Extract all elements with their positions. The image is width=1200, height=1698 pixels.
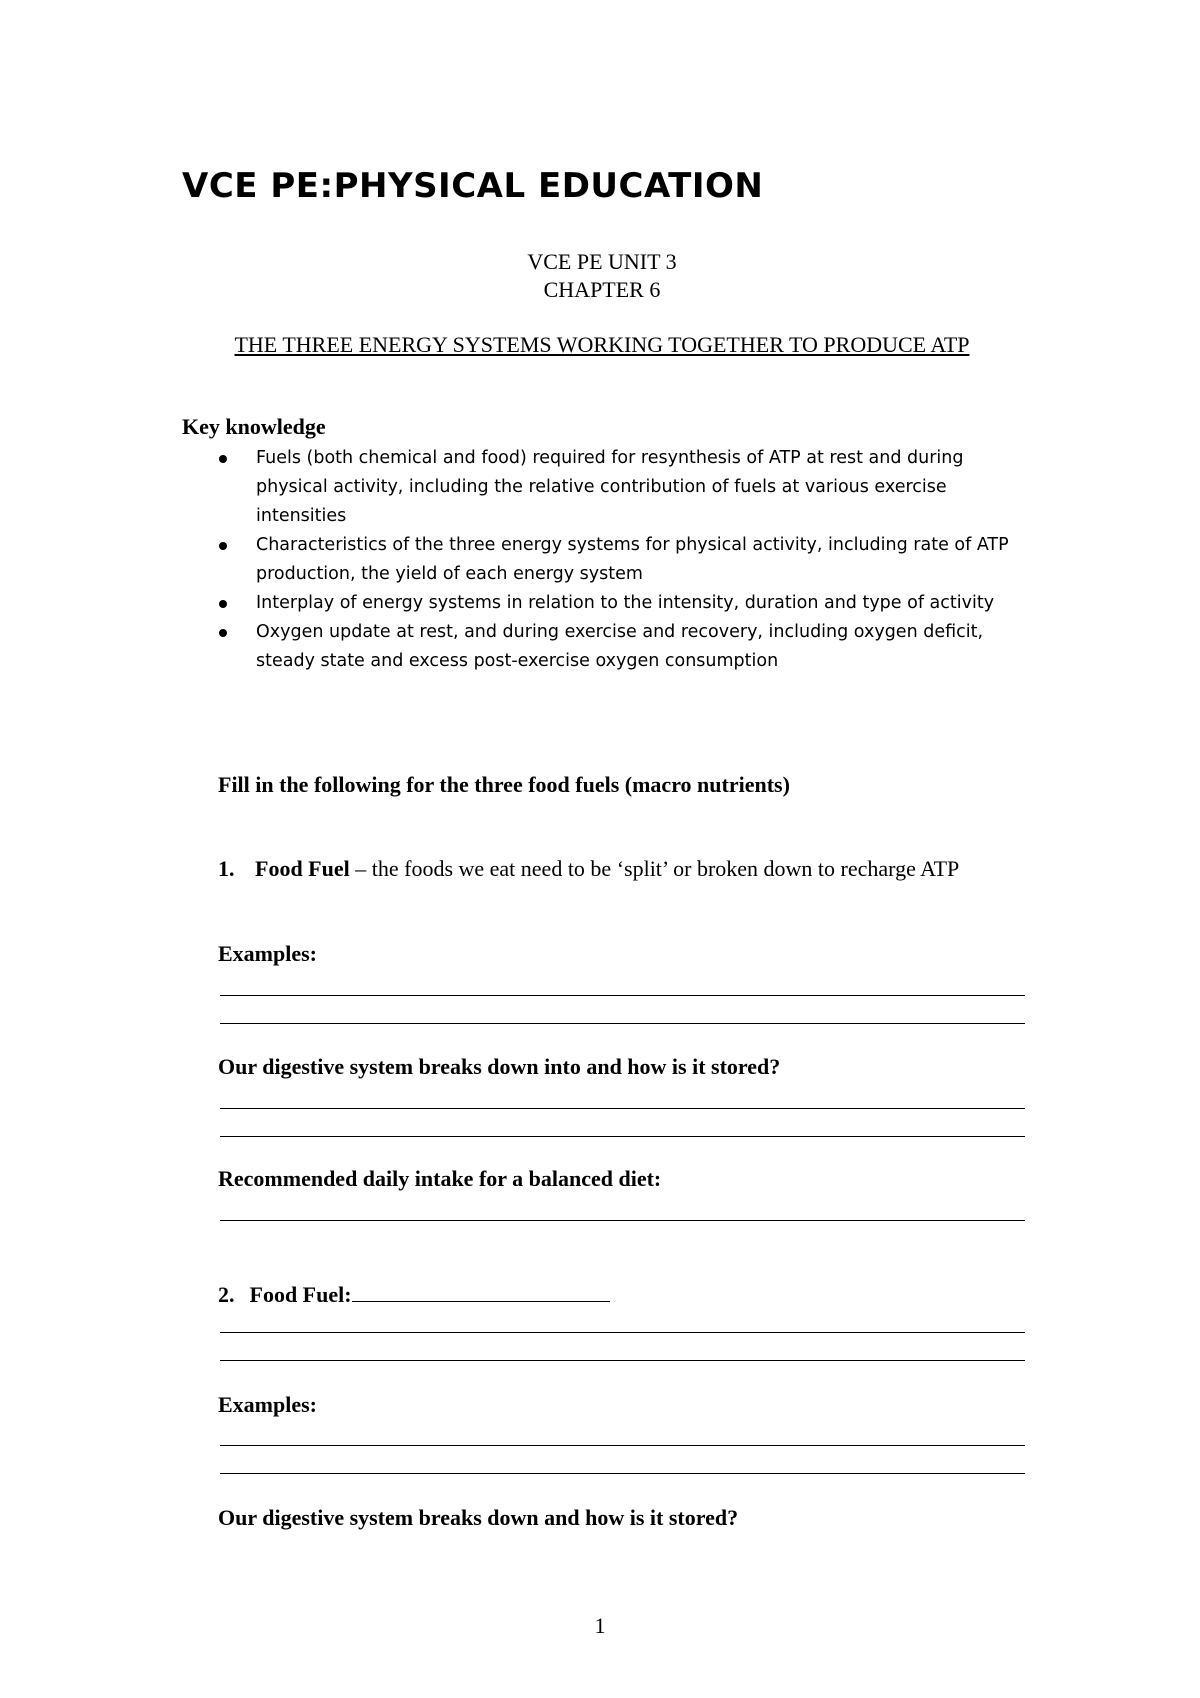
question-1-text: – the foods we eat need to be ‘split’ or broken down to recharge ATP [349,856,960,881]
key-knowledge-heading: Key knowledge [182,414,326,439]
chapter-heading: CHAPTER 6 [543,277,661,302]
rdi-label: Recommended daily intake for a balanced diet: [218,1166,662,1191]
answer-line[interactable] [220,995,1025,996]
answer-line[interactable] [220,1023,1025,1024]
question-1 [218,855,1018,883]
document-title: VCE PE:PHYSICAL EDUCATION [182,166,764,206]
question-2-number: 2. [218,1282,235,1307]
question-1-number: 1. [218,856,235,881]
answer-line[interactable] [220,1332,1025,1333]
answer-line[interactable] [220,1136,1025,1137]
key-knowledge-item: Characteristics of the three energy systems for physical activity, including rate of ATP production, the yield of each energy system [182,531,1032,589]
answer-line[interactable] [220,1220,1025,1221]
unit-heading: VCE PE UNIT 3 [527,249,677,274]
examples-label-1: Examples: [218,941,317,966]
question-1-label: Food Fuel [255,856,350,881]
digestive-question-1: Our digestive system breaks down into and how is it stored? [218,1054,781,1079]
question-2-label: Food Fuel: [249,1282,352,1307]
key-knowledge-item: Fuels (both chemical and food) required for resynthesis of ATP at rest and during physical activity, including the relative contribution of fuels at various exercise intensities [182,444,1032,531]
answer-line[interactable] [220,1445,1025,1446]
key-knowledge-list [182,444,1032,676]
digestive-question-2: Our digestive system breaks down and how is it stored? [218,1505,739,1530]
examples-label-2: Examples: [218,1392,317,1417]
question-2 [218,1279,610,1308]
question-1-body [255,855,1018,883]
food-fuel-blank[interactable] [352,1279,610,1302]
answer-line[interactable] [220,1108,1025,1109]
key-knowledge-item: Interplay of energy systems in relation to the intensity, duration and type of activity [182,589,1032,618]
answer-line[interactable] [220,1360,1025,1361]
page-number: 1 [594,1613,606,1638]
fill-in-instruction: Fill in the following for the three food fuels (macro nutrients) [218,772,790,797]
key-knowledge-item: Oxygen update at rest, and during exercise and recovery, including oxygen deficit, steady state and excess post-exercise oxygen consumption [182,618,1032,676]
section-heading: THE THREE ENERGY SYSTEMS WORKING TOGETHER TO PRODUCE ATP [234,332,970,357]
answer-line[interactable] [220,1473,1025,1474]
